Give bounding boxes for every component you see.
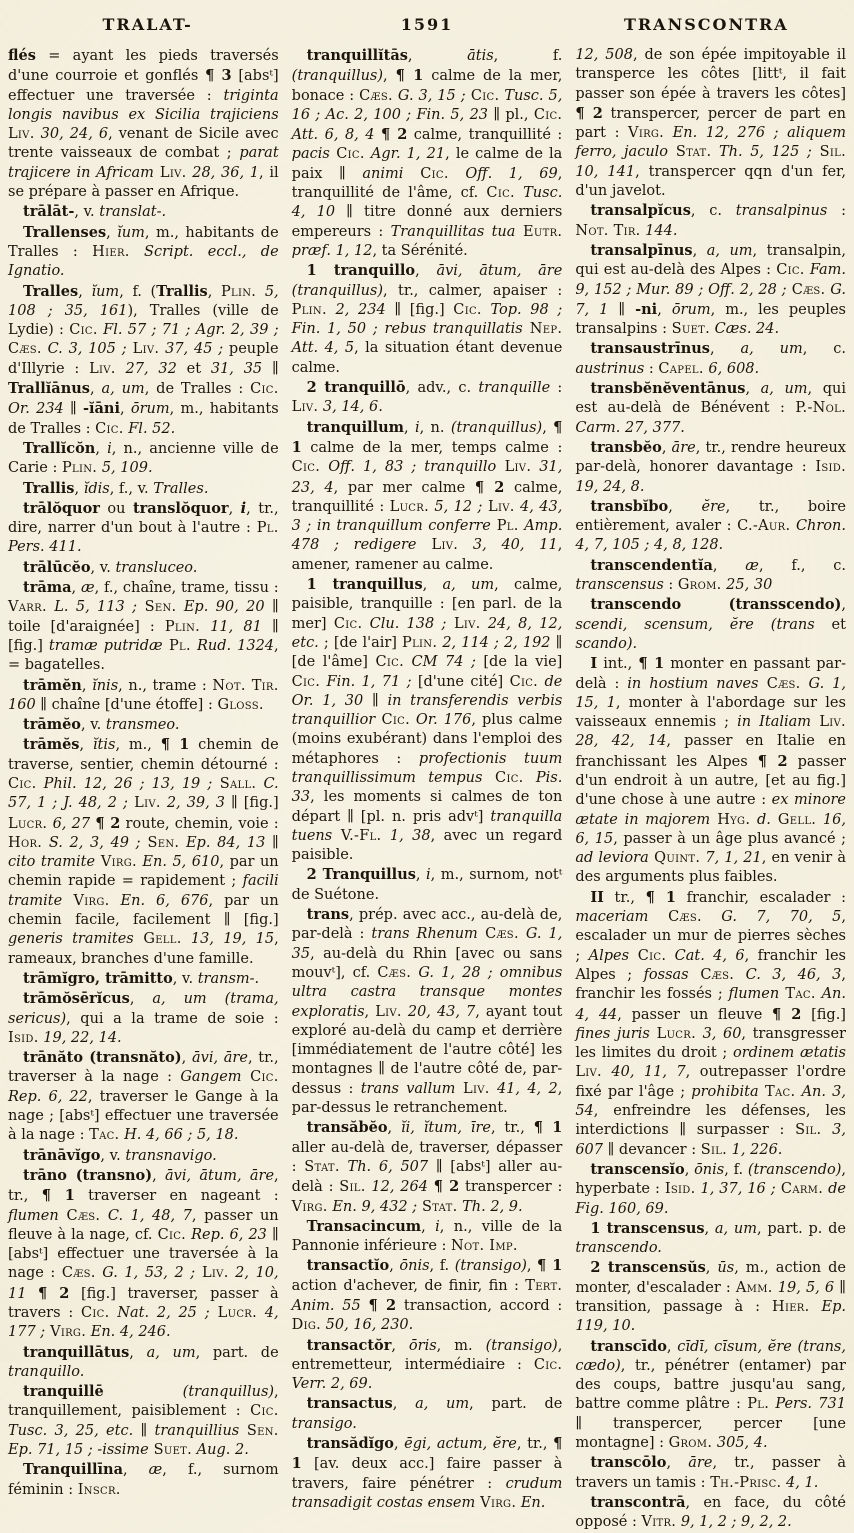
- entry-tranquillo-2: 2 tranquillō, adv., c. tranquille : Liv. 3, 14, 6.: [291, 379, 563, 416]
- column-3: [575, 46, 846, 1533]
- entry-transacincum: Transacincum, i, n., ville de la Pannonie inférieure : Not. Imp.: [291, 1217, 563, 1255]
- entry-tramen: trāmĕn, ĭnis, n., trame : Not. Tir. 160 ∥ chaîne [d'une étoffe] : Gloss.: [8, 676, 279, 713]
- entry-trames: trāmĕs, ĭtis, m., ¶ 1 chemin de traverse, sentier, chemin détourné : Cic. Phil. 12, 26 ; 13, 19 ; Sall. C. 57, 1 ; J. 48, 2 ; Liv. 2, 39, 3 ∥ [fig.] Lucr. 6, 27 ¶ 2 route, chemin, voie : Hor. S. 2, 3, 49 ; Sen. Ep. 84, 13 ∥ cito tramite Virg. En. 5, 610, par un chemin rapide = rapidement ; facili tramite Virg. En. 6, 676, par un chemin facile, facilement ∥ [fig.] generis tramites Gell. 13, 19, 15, rameaux, branches d'une famille.: [8, 736, 279, 967]
- entry-tranquillatus: tranquillātus, a, um, part. de tranquillo.: [8, 1343, 279, 1380]
- entry-transcensus-2: 2 transcensŭs, ūs, m., action de monter, d'escalader : Amm. 19, 5, 6 ∥ transition, passage à : Hier. Ep. 119, 10.: [575, 1259, 846, 1335]
- entry-transalpinus: transalpīnus, a, um, transalpin, qui est au-delà des Alpes : Cic. Fam. 9, 152 ; Mur. 89 ; Off. 2, 28 ; Cæs. G. 7, 1 ∥ -ni, ōrum, m., les peuples transalpins : Suet. Cæs. 24.: [575, 241, 846, 338]
- entry-trallicon: Trallĭcŏn, i, n., ancienne ville de Carie : Plin. 5, 109.: [8, 439, 279, 477]
- entry-transcendentia: transcendentĭa, æ, f., c. transcensus : Grom. 25, 30: [575, 556, 846, 594]
- column-1: [8, 46, 279, 1533]
- entry-transcolo: transcōlo, āre, tr., passer à travers un tamis : Th.-Prisc. 4, 1.: [575, 1454, 846, 1491]
- section-II: II tr., ¶ 1 franchir, escalader : maceriam Cæs. G. 7, 70, 5, escalader un mur de pierres sèches ; Alpes Cic. Cat. 4, 6, franchir les Alpes ; fossas Cæs. C. 3, 46, 3, franchir les fossés ; flumen Tac. An. 4, 44, passer un fleuve ¶ 2 [fig.] fines juris Lucr. 3, 60, transgresser les limites du droit ; ordinem ætatis Liv. 40, 11, 7, outrepasser l'ordre fixé par l'âge ; prohibita Tac. An. 3, 54, enfreindre les défenses, les interdictions ∥ surpasser : Sil. 3, 607 ∥ devancer : Sil. 1, 226.: [575, 888, 846, 1158]
- entry-tranquillitas: tranquillĭtās, ātis, f. (tranquillus), ¶ 1 calme de la mer, bonace : Cæs. G. 3, 15 ; Cic. Tusc. 5, 16 ; Ac. 2, 100 ; Fin. 5, 23 ∥ pl., Cic. Att. 6, 8, 4 ¶ 2 calme, tranquillité : pacis Cic. Agr. 1, 21, le calme de la paix ∥ animi Cic. Off. 1, 69, tranquillité de l'âme, cf. Cic. Tusc. 4, 10 ∥ titre donné aux derniers empereurs : Tranquillitas tua Eutr. præf. 1, 12, ta Sérénité.: [291, 47, 563, 259]
- entry-tralat: trālāt-, v. translat-.: [23, 203, 167, 221]
- entry-trallis: Trallis, ĭdis, f., v. Tralles.: [23, 479, 209, 497]
- entry-tranavigo: trānāvĭgo, v. transnavigo.: [23, 1146, 217, 1164]
- entry-tranquillo-1: 1 tranquillo, āvi, ātum, āre (tranquillus), tr., calmer, apaiser : Plin. 2, 234 ∥ [fig.] Cic. Top. 98 ; Fin. 1, 50 ; rebus tranquillatis Nep. Att. 4, 5, la situation étant devenue calme.: [291, 262, 563, 376]
- section-I: I int., ¶ 1 monter en passant par-delà : in hostium naves Cæs. G. 1, 15, 1, monter à l'abordage sur les vaisseaux ennemis ; in Italiam Liv. 28, 42, 14, passer en Italie en franchissant les Alpes ¶ 2 passer d'un endroit à un autre, [et au fig.] d'une chose à une autre : ex minore ætate in majorem Hyg. d. Gell. 16, 6, 15, passer à un âge plus avancé ; ad leviora Quint. 7, 1, 21, en venir à des arguments plus faibles.: [575, 655, 846, 886]
- entry-traloquor: trālŏquor ou translŏquor, i, tr., dire, narrer d'un bout à l'autre : Pl. Pers. 411.: [8, 499, 279, 556]
- entry-transabeo: transăbĕo, ĭi, ĭtum, īre, tr., ¶ 1 aller au-delà de, traverser, dépasser : Stat. Th. 6, 507 ∥ [absᵗ] aller au-delà : Sil. 12, 264 ¶ 2 transpercer : Virg. En. 9, 432 ; Stat. Th. 2, 9.: [291, 1119, 563, 1215]
- text-columns: [0, 34, 854, 1533]
- entry-transbeo: transbĕo, āre, tr., rendre heureux par-delà, honorer davantage : Isid. 19, 24, 8.: [575, 438, 846, 495]
- entry-transcensus-1: 1 transcensus, a, um, part. p. de transcendo.: [575, 1219, 846, 1257]
- entry-transalpicus: transalpĭcus, c. transalpinus : Not. Tir. 144.: [575, 202, 846, 239]
- entry-transcido: transcīdo, cīdī, cīsum, ĕre (trans, cædo), tr., pénétrer (entamer) par des coups, battre jusqu'au sang, battre comme plâtre : Pl. Pers. 731 ∥ transpercer, percer [une montagne] : Grom. 305, 4.: [575, 1337, 846, 1452]
- entry-trano: trāno (transno), āvi, ātum, āre, tr., ¶ 1 traverser en nageant : flumen Cæs. C. 1, 48, 7, passer un fleuve à la nage, cf. Cic. Rep. 6, 23 ∥ [absᵗ] effectuer une traversée à la nage : Cæs. G. 1, 53, 2 ; Liv. 2, 10, 11 ¶ 2 [fig.] traverser, passer à travers : Cic. Nat. 2, 25 ; Lucr. 4, 177 ; Virg. En. 4, 246.: [8, 1166, 279, 1341]
- entry-trameo: trāmĕo, v. transmeo.: [23, 716, 180, 734]
- entry-tranquille: tranquillē (tranquillus), tranquillement, paisiblement : Cic. Tusc. 3, 25, etc. ∥ tranquillius Sen. Ep. 71, 15 ; -issime Suet. Aug. 2.: [8, 1383, 279, 1459]
- entry-transactus: transactus, a, um, part. de transigo.: [291, 1395, 563, 1432]
- column-2: [292, 46, 563, 1533]
- running-head-right: TRANSCONTRA: [623, 15, 789, 34]
- entry-transbeneventanus: transbĕnĕventānus, a, um, qui est au-delà de Bénévent : P.-Nol. Carm. 27, 377.: [575, 380, 846, 436]
- entry-trans: trans, prép. avec acc., au-delà de, par-delà : trans Rhenum Cæs. G. 1, 35, au-delà du Rhin [avec ou sans mouvᵗ], cf. Cæs. G. 1, 28 ; omnibus ultra castra transque montes exploratis, Liv. 20, 43, 7, ayant tout exploré au-delà du camp et derrière [immédiatement de l'autre côté] les montagnes ∥ de l'autre côté de, par-dessus : trans vallum Liv. 41, 4, 2, par-dessus le retranchement.: [291, 906, 563, 1117]
- entry-tranquillum: tranquillum, i, n. (tranquillus), ¶ 1 calme de la mer, temps calme : Cic. Off. 1, 83 ; tranquillo Liv. 31, 23, 4, par mer calme ¶ 2 calme, tranquillité : Lucr. 5, 12 ; Liv. 4, 43, 3 ; in tranquillum conferre Pl. Amp. 478 ; redigere Liv. 3, 40, 11, amener, ramener au calme.: [291, 418, 563, 573]
- entry-tramigro: trāmĭgro, trāmitto, v. transm-.: [23, 969, 260, 987]
- entry-tramosericus: trāmŏsērĭcus, a, um (trama, sericus), qui a la trame de soie : Isid. 19, 22, 14.: [8, 990, 279, 1046]
- entry-tranquillus-2: 2 Tranquillus, i, m., surnom, notᵗ de Suétone.: [291, 866, 563, 903]
- entry-transcontra: transcontrā, en face, du côté opposé : Vitr. 9, 1, 2 ; 9, 2, 2.: [575, 1493, 846, 1531]
- running-head-left: TRALAT-: [102, 15, 193, 34]
- entry-tranquillina: Tranquillīna, æ, f., surnom féminin : Inscr.: [8, 1461, 279, 1498]
- entry-transactio: transactĭo, ōnis, f. (transigo), ¶ 1 action d'achever, de finir, fin : Tert. Anim. 55 ¶ 2 transaction, accord : Dig. 50, 16, 230.: [291, 1257, 563, 1334]
- entry-trama: trāma, æ, f., chaîne, trame, tissu : Varr. L. 5, 113 ; Sen. Ep. 90, 20 ∥ toile [d'araignée] : Plin. 11, 81 ∥ [fig.] tramæ putridæ Pl. Rud. 1324, = bagatelles.: [8, 579, 279, 674]
- entry-trallenses: Trallenses, ĭum, m., habitants de Tralles : Hier. Script. eccl., de Ignatio.: [8, 223, 279, 280]
- continued-entry: 12, 508, de son épée impitoyable il transperce les côtes [littᵗ, il fait passer son épée à travers les côtes] ¶ 2 transpercer, percer de part en part : Virg. En. 12, 276 ; aliquem ferro, jaculo Stat. Th. 5, 125 ; Sil. 10, 141, transpercer qqn d'un fer, d'un javelot.: [575, 47, 846, 200]
- entry-transactor: transactŏr, ōris, m. (transigo), entremetteur, intermédiaire : Cic. Verr. 2, 69.: [291, 1336, 563, 1393]
- entry-tralles: Tralles, ĭum, f. (Trallis, Plin. 5, 108 ; 35, 161), Tralles (ville de Lydie) : Cic. Fl. 57 ; 71 ; Agr. 2, 39 ; Cæs. C. 3, 105 ; Liv. 37, 45 ; peuple d'Illyrie : Liv. 27, 32 et 31, 35 ∥ Trallĭānus, a, um, de Tralles : Cic. Or. 234 ∥ -ĭāni, ōrum, m., habitants de Tralles : Cic. Fl. 52.: [8, 282, 279, 437]
- entry-tranquillus-1: 1 tranquillus, a, um, calme, paisible, tranquille : [en parl. de la mer] Cic. Clu. 138 ; Liv. 24, 8, 12, etc. ; [de l'air] Plin. 2, 114 ; 2, 192 ∥ [de l'âme] Cic. CM 74 ; [de la vie] Cic. Fin. 1, 71 ; [d'une cité] Cic. de Or. 1, 30 ∥ in transferendis verbis tranquillior Cic. Or. 176, plus calme (moins exubérant) dans l'emploi des métaphores : profectionis tuum tranquillissimum tempus Cic. Pis. 33, les moments si calmes de ton départ ∥ [pl. n. pris advᵗ] tranquilla tuens V.-Fl. 1, 38, avec un regard paisible.: [291, 576, 563, 864]
- continued-entry: flés = ayant les pieds traversés d'une courroie et gonflés ¶ 3 [absᵗ] effectuer une traversée : triginta longis navibus ex Sicilia trajiciens Liv. 30, 24, 6, venant de Sicile avec trente vaisseaux de combat ; parat trajicere in Africam Liv. 28, 36, 1, il se prépare à passer en Afrique.: [8, 47, 279, 201]
- page-header: [0, 0, 854, 34]
- entry-transaustrinus: transaustrīnus, a, um, c. austrinus : Capel. 6, 608.: [575, 340, 846, 377]
- entry-tranato: trānăto (transnăto), āvi, āre, tr., traverser à la nage : Gangem Cic. Rep. 6, 22, traverser le Gange à la nage ; [absᵗ] effectuer une traversée à la nage : Tac. H. 4, 66 ; 5, 18.: [8, 1049, 279, 1144]
- entry-transcensio: transcensĭo, ōnis, f. (transcendo), hyperbate : Isid. 1, 37, 16 ; Carm. de Fig. 160, 69.: [575, 1160, 846, 1217]
- entry-transadigo: transădĭgo, ēgi, actum, ĕre, tr., ¶ 1 [av. deux acc.] faire passer à travers, faire pénétrer : crudum transadigit costas ensem Virg. En.: [291, 1435, 563, 1511]
- entry-transbibo: transbĭbo, ĕre, tr., boire entièrement, avaler : C.-Aur. Chron. 4, 7, 105 ; 4, 8, 128.: [575, 497, 846, 554]
- page-number: 1591: [400, 15, 454, 34]
- entry-transcendo: transcendo (transscendo), scendi, scensum, ĕre (trans et scando).: [575, 596, 846, 652]
- entry-traluceo: trālūcĕo, v. transluceo.: [23, 558, 198, 576]
